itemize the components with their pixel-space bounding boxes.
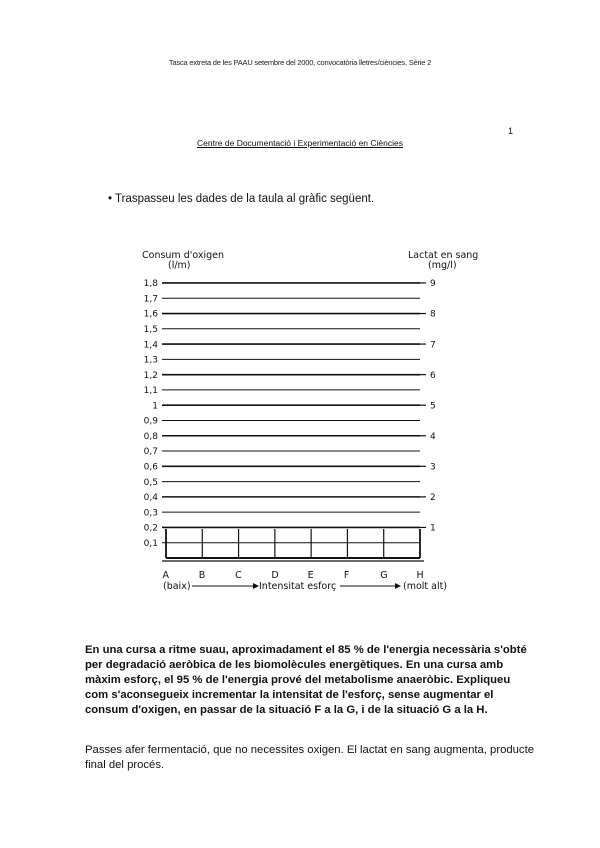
chart-grid [162,283,426,561]
left-tick-label: 1,2 [143,370,158,381]
right-tick-label: 6 [430,370,436,381]
right-tick-label: 1 [430,523,436,534]
left-tick-label: 1,4 [143,340,158,351]
oxygen-lactate-chart [100,240,500,620]
question-text: En una cursa a ritme suau, aproximadament el 85 % de l'energia necessària s'obté per degradació aeròbica de les biomolècules energètiques. En una cursa amb màxim esforç, el 95 % de l'energia prové del metabolisme anaeròbic. Expliqueu com s'aconsegueix incrementar la intensitat de l'esforç, sense augmentar el consum d'oxigen, en passar de la situació F a la G, i de la situació G a la H. [85,644,527,716]
left-tick-label: 0,4 [143,493,158,504]
left-tick-label: 0,2 [143,523,158,534]
x-axis-label: Intensitat esforç [259,581,337,592]
left-axis-label-1: Consum d'oxigen [142,250,225,261]
left-tick-label: 1,8 [143,279,158,290]
right-tick-label: 5 [430,401,436,412]
chart-ticks [144,279,436,581]
right-axis-label-2: (mg/l) [428,260,457,271]
instruction: • Traspasseu les dades de la taula al gràfic següent. [108,193,375,205]
left-tick-label: 1,3 [143,355,158,366]
right-tick-label: 7 [430,340,436,351]
x-tick-label-B: B [198,570,206,581]
x-tick-label-C: C [235,570,242,581]
x-tick-label-E: E [307,570,314,581]
left-tick-label: 0,9 [143,416,158,427]
left-tick-label: 0,1 [143,538,158,549]
right-tick-label: 9 [430,279,436,290]
left-tick-label: 1 [152,401,158,412]
x-tick-label-H: H [416,570,424,581]
x-arrow-right-head [395,583,401,589]
left-tick-label: 1,6 [143,309,158,320]
left-tick-label: 0,5 [143,477,158,488]
right-tick-label: 2 [430,493,436,504]
center-name: Centre de Documentació i Experimentació en Ciències [197,138,403,148]
right-tick-label: 4 [430,431,436,442]
x-high-label: (molt alt) [403,581,448,592]
x-tick-label-D: D [271,570,279,581]
right-axis-label-1: Lactat en sang [408,250,479,261]
x-low-label: (baix) [163,581,191,592]
left-tick-label: 1,1 [143,386,158,397]
page-number: 1 [508,126,514,136]
left-tick-label: 0,3 [143,508,158,519]
header-note: Tasca extreta de les PAAU setembre del 2000, convocatòria lletres/ciències, Sèrie 2 [168,58,432,67]
left-tick-label: 0,8 [143,431,158,442]
x-tick-label-F: F [343,570,350,581]
answer-text: Passes afer fermentació, que no necessites oxigen. El lactat en sang augmenta, producte final del procés. [85,744,535,771]
left-tick-label: 1,5 [143,325,158,335]
x-tick-label-G: G [380,570,388,581]
x-tick-label-A: A [162,570,169,581]
left-tick-label: 0,7 [143,447,158,458]
right-tick-label: 3 [430,462,436,473]
left-tick-label: 1,7 [143,294,158,305]
left-axis-label-2: (l/m) [168,260,191,271]
left-tick-label: 0,6 [143,462,158,473]
right-tick-label: 8 [430,309,436,320]
